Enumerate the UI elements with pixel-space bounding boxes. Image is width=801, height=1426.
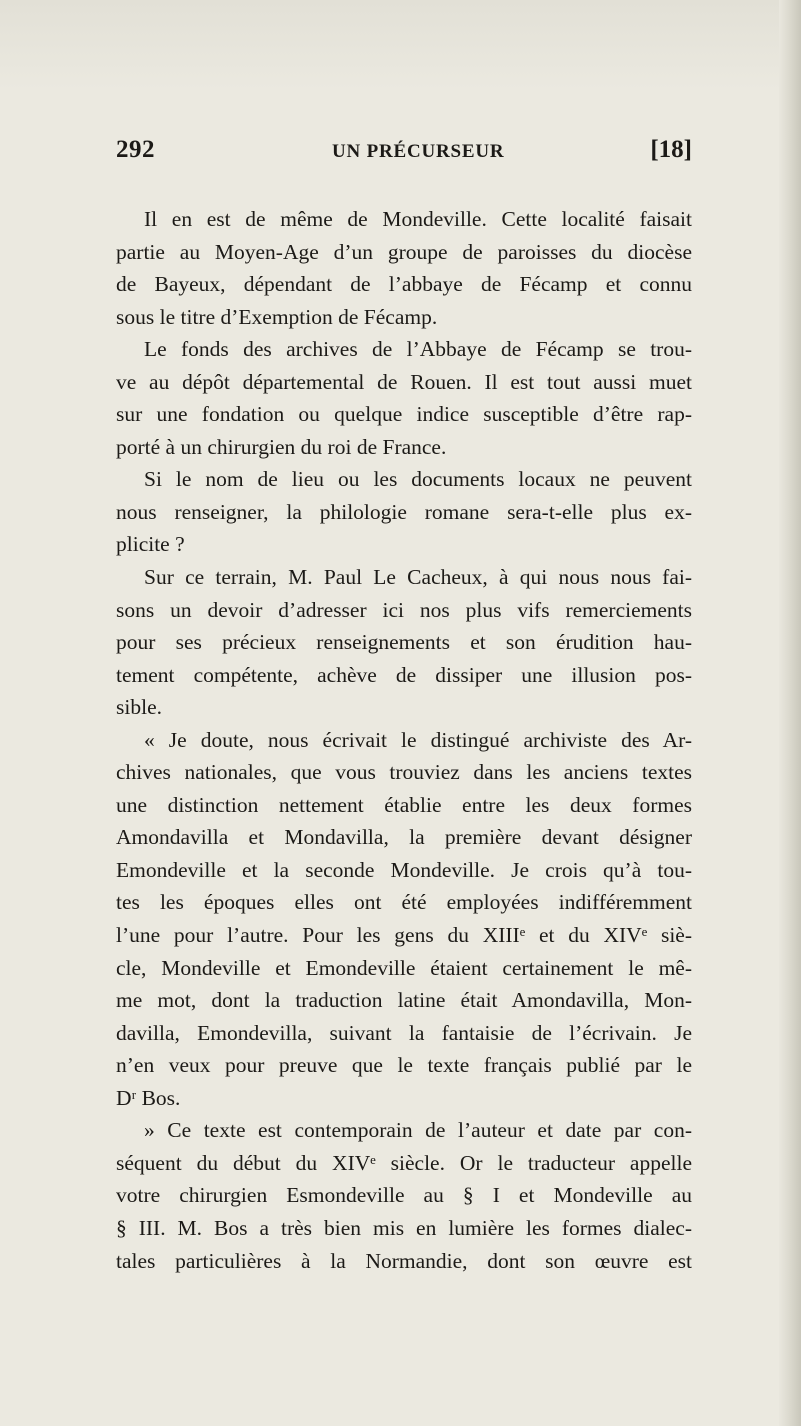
text-line: n’en veux pour preuve que le texte français publié par le [116, 1053, 692, 1078]
text-line: sons un devoir d’adresser ici nos plus vifs remerciements [116, 597, 692, 622]
text-line: plicite ? [116, 532, 185, 557]
text-line: de Bayeux, dépendant de l’abbaye de Fécamp et connu [116, 272, 692, 297]
text-line: davilla, Emondevilla, suivant la fantaisie de l’écrivain. Je [116, 1020, 692, 1045]
text-line: l’une pour l’autre. Pour les gens du XIIIᵉ et du XIVᵉ siè- [116, 923, 692, 948]
text-line: pour ses précieux renseignements et son érudition hau- [116, 630, 692, 655]
running-title: UN PRÉCURSEUR [332, 141, 505, 162]
text-line: sible. [116, 695, 162, 720]
text-line: nous renseigner, la philologie romane sera-t-elle plus ex- [116, 499, 692, 524]
text-line: tes les époques elles ont été employées indifféremment [116, 890, 692, 915]
text-line: me mot, dont la traduction latine était Amondavilla, Mon- [116, 988, 692, 1013]
text-line: § III. M. Bos a très bien mis en lumière les formes dialec- [116, 1215, 692, 1240]
text-line: Dʳ Bos. [116, 1085, 181, 1110]
text-line: porté à un chirurgien du roi de France. [116, 434, 447, 459]
text-line: Sur ce terrain, M. Paul Le Cacheux, à qui nous nous fai- [144, 565, 692, 590]
text-line: ve au dépôt départemental de Rouen. Il est tout aussi muet [116, 369, 692, 394]
text-line: une distinction nettement établie entre les deux formes [116, 792, 692, 817]
section-number: [18] [650, 136, 692, 163]
text-line: « Je doute, nous écrivait le distingué archiviste des Ar- [144, 727, 692, 752]
text-line: tement compétente, achève de dissiper une illusion pos- [116, 662, 692, 687]
page-top-shadow [0, 0, 801, 90]
page-binding-edge [779, 0, 801, 1426]
text-line: Si le nom de lieu ou les documents locaux ne peuvent [144, 467, 692, 492]
text-line: tales particulières à la Normandie, dont son œuvre est [116, 1248, 692, 1273]
text-line: séquent du début du XIVᵉ siècle. Or le traducteur appelle [116, 1150, 692, 1175]
body-text [116, 203, 692, 1277]
text-line: cle, Mondeville et Emondeville étaient certainement le mê- [116, 955, 692, 980]
page-header [116, 136, 692, 172]
text-line: » Ce texte est contemporain de l’auteur et date par con- [144, 1118, 692, 1143]
text-line: Amondavilla et Mondavilla, la première devant désigner [116, 825, 692, 850]
text-line: sur une fondation ou quelque indice susceptible d’être rap- [116, 402, 692, 427]
text-line: chives nationales, que vous trouviez dans les anciens textes [116, 760, 692, 785]
text-line: Il en est de même de Mondeville. Cette localité faisait [144, 207, 692, 231]
text-line: partie au Moyen-Age d’un groupe de paroisses du diocèse [116, 239, 692, 264]
page-number: 292 [116, 136, 155, 163]
text-line: sous le titre d’Exemption de Fécamp. [116, 304, 438, 329]
text-line: votre chirurgien Esmondeville au § I et Mondeville au [116, 1183, 692, 1208]
text-line: Le fonds des archives de l’Abbaye de Fécamp se trou- [144, 337, 692, 362]
text-line: Emondeville et la seconde Mondeville. Je crois qu’à tou- [116, 857, 692, 882]
